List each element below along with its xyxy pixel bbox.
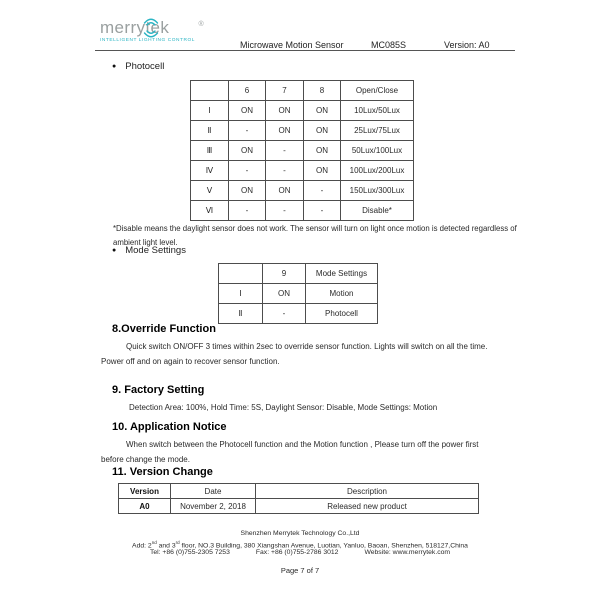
table-row: [119, 499, 479, 514]
table-cell: ON: [304, 101, 341, 121]
table-cell: 10Lux/50Lux: [341, 101, 414, 121]
table-header-row: [219, 264, 378, 284]
table-cell: ON: [229, 141, 266, 161]
table-cell: Disable*: [341, 201, 414, 221]
table-cell: 50Lux/100Lux: [341, 141, 414, 161]
logo-wordmark: [100, 18, 205, 37]
doc-title: Microwave Motion Sensor: [240, 40, 344, 50]
table-cell: ON: [263, 284, 306, 304]
merrytek-logo: [100, 18, 205, 43]
signal-arcs-icon: [143, 15, 159, 41]
footer-company: Shenzhen Merrytek Technology Co.,Ltd: [240, 530, 360, 537]
registered-mark: ®: [198, 21, 205, 28]
table-cell: Ⅴ: [191, 181, 229, 201]
factory-text-line1: Detection Area: 100%, Hold Time: 5S, Daylight Sensor: Disable, Mode Settings: Motion: [129, 403, 438, 412]
section-heading-factory: 9. Factory Setting: [112, 384, 205, 396]
table-row: [219, 304, 378, 324]
section-heading-application: 10. Application Notice: [112, 421, 227, 433]
table-cell: -: [266, 141, 304, 161]
footer-fax: Fax: +86 (0)755-2786 3012: [255, 549, 339, 556]
table-cell: [219, 264, 263, 284]
table-row: [191, 121, 414, 141]
table-cell: 150Lux/300Lux: [341, 181, 414, 201]
photocell-table: [190, 80, 414, 221]
section-heading-override: 8.Override Function: [112, 323, 216, 335]
photocell-bullet-item: [112, 61, 164, 72]
bullet-icon: ●: [112, 246, 117, 254]
table-row: [191, 141, 414, 161]
table-cell: -: [229, 161, 266, 181]
table-row: [191, 101, 414, 121]
footer-address-sup: rd: [175, 540, 180, 545]
table-row: [219, 284, 378, 304]
table-cell: Version: [119, 484, 171, 499]
table-cell: ON: [304, 161, 341, 181]
table-cell: ON: [266, 121, 304, 141]
page-number: Page 7 of 7: [280, 566, 320, 575]
application-text-line1: When switch between the Photocell function and the Motion function , Please turn off the power first: [126, 440, 479, 449]
table-cell: Released new product: [256, 499, 479, 514]
table-cell: 7: [266, 81, 304, 101]
table-cell: 25Lux/75Lux: [341, 121, 414, 141]
footer-website: Website: www.merrytek.com: [364, 549, 451, 556]
table-header-row: [191, 81, 414, 101]
override-text-line1: Quick switch ON/OFF 3 times within 2sec to override sensor function. Lights will switch on all the time.: [126, 342, 488, 351]
table-cell: 6: [229, 81, 266, 101]
table-cell: November 2, 2018: [171, 499, 256, 514]
logo-text: merrytek: [100, 18, 170, 37]
table-cell: 9: [263, 264, 306, 284]
table-cell: Ⅳ: [191, 161, 229, 181]
table-cell: Ⅵ: [191, 201, 229, 221]
mode-settings-bullet-item: [112, 245, 186, 256]
table-cell: Date: [171, 484, 256, 499]
table-cell: -: [304, 181, 341, 201]
version-label: Version: A0: [444, 40, 490, 50]
table-cell: ON: [266, 101, 304, 121]
footer-address-part: floor, NO.3 Building, 380 Xiangshan Avenue, Luotian, Yanluo, Baoan, Shenzhen, 518127,China: [179, 542, 468, 550]
version-table: [118, 483, 479, 514]
section-heading-version: 11. Version Change: [112, 466, 213, 478]
table-row: [191, 161, 414, 181]
footer-contact: [0, 549, 600, 556]
footer-tel: Tel: +86 (0)755-2305 7253: [149, 549, 230, 556]
table-cell: -: [229, 121, 266, 141]
mode-settings-label: Mode Settings: [125, 245, 186, 256]
model-number: MC085S: [371, 40, 407, 50]
table-cell: -: [229, 201, 266, 221]
photocell-label: Photocell: [125, 61, 165, 72]
table-cell: Ⅰ: [191, 101, 229, 121]
table-cell: Mode Settings: [306, 264, 378, 284]
bullet-icon: ●: [112, 62, 117, 70]
table-cell: -: [263, 304, 306, 324]
footer-address-part: and 3: [156, 542, 176, 550]
table-cell: -: [266, 201, 304, 221]
override-text-line2: Power off and on again to recover sensor function.: [101, 357, 280, 366]
table-cell: Ⅱ: [191, 121, 229, 141]
table-cell: Ⅲ: [191, 141, 229, 161]
table-cell: 8: [304, 81, 341, 101]
table-cell: Ⅱ: [219, 304, 263, 324]
table-cell: Description: [256, 484, 479, 499]
table-cell: -: [266, 161, 304, 181]
table-cell: 100Lux/200Lux: [341, 161, 414, 181]
table-header-row: [119, 484, 479, 499]
table-cell: A0: [119, 499, 171, 514]
table-cell: ON: [266, 181, 304, 201]
logo-tagline: INTELLIGENT LIGHTING CONTROL: [100, 38, 196, 43]
table-cell: Photocell: [306, 304, 378, 324]
table-row: [191, 181, 414, 201]
table-cell: Open/Close: [341, 81, 414, 101]
table-cell: Ⅰ: [219, 284, 263, 304]
table-cell: ON: [229, 101, 266, 121]
table-cell: ON: [304, 141, 341, 161]
mode-settings-table: [218, 263, 378, 324]
table-cell: Motion: [306, 284, 378, 304]
header-rule: [95, 50, 515, 51]
disable-note-line1: *Disable means the daylight sensor does not work. The sensor will turn on light once motion is detected regardless of: [113, 224, 517, 233]
disable-note-line2: ambient light level.: [113, 238, 178, 247]
footer-address-part: Add: 2: [132, 542, 152, 550]
table-cell: ON: [304, 121, 341, 141]
footer-address-sup: nd: [151, 540, 157, 545]
table-cell: [191, 81, 229, 101]
table-row: [191, 201, 414, 221]
application-text-line2: before change the mode.: [101, 455, 190, 464]
footer-address: [0, 540, 600, 549]
table-cell: -: [304, 201, 341, 221]
table-cell: ON: [229, 181, 266, 201]
